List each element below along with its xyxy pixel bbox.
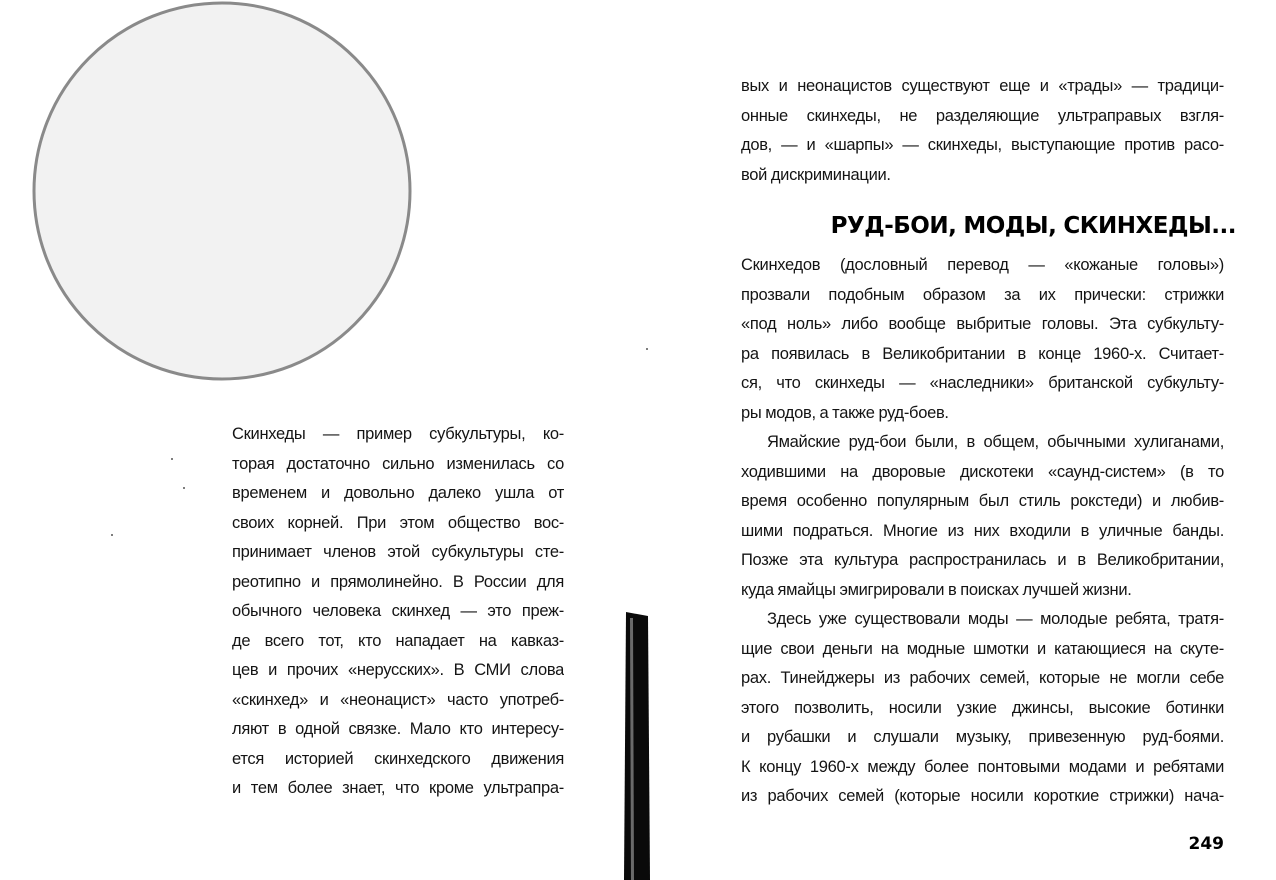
book-spine-shadow bbox=[622, 612, 652, 880]
text-line: обычного человека скинхед — это преж- bbox=[232, 602, 564, 620]
text-line: реотипно и прямолинейно. В России для bbox=[232, 572, 564, 591]
section-heading: РУД-БОИ, МОДЫ, СКИНХЕДЫ... bbox=[830, 213, 1236, 239]
text-line: время особенно популярным был стиль рокстеди) и любив- bbox=[741, 492, 1224, 510]
text-line: ляют в одной связке. Мало кто интересу- bbox=[232, 720, 564, 738]
emblem-placeholder bbox=[8, 0, 436, 382]
text-line: Скинхеды — пример субкультуры, ко- bbox=[232, 425, 564, 443]
scan-speck bbox=[183, 487, 185, 489]
text-line: из рабочих семей (которые носили короткие стрижки) нача- bbox=[741, 787, 1224, 805]
text-line: Ямайские руд-бои были, в общем, обычными хулиганами, bbox=[767, 433, 1224, 451]
text-line: «скинхед» и «неонацист» часто употреб- bbox=[232, 690, 564, 709]
text-line: Здесь уже существовали моды — молодые ребята, тратя- bbox=[767, 610, 1224, 628]
text-line: онные скинхеды, не разделяющие ультраправых взгля- bbox=[741, 106, 1224, 125]
paragraph-rude-boys bbox=[741, 428, 1224, 605]
text-line: и рубашки и слушали музыку, привезенную руд-боями. bbox=[741, 728, 1224, 746]
text-line: ра появилась в Великобритании в конце 1960-х. Считает- bbox=[741, 344, 1224, 363]
text-line: вых и неонацистов существуют еще и «трады» — традици- bbox=[741, 77, 1224, 95]
text-line: ходившими на дворовые дискотеки «саунд-систем» (в то bbox=[741, 462, 1224, 481]
left-page-paragraph bbox=[232, 420, 564, 804]
text-line: прозвали подобным образом за их прически: стрижки bbox=[741, 285, 1224, 304]
text-line: своих корней. При этом общество вос- bbox=[232, 513, 564, 532]
scan-speck bbox=[646, 348, 648, 350]
text-line: ется историей скинхедского движения bbox=[232, 749, 564, 768]
text-line: торая достаточно сильно изменилась со bbox=[232, 454, 564, 473]
page-number: 249 bbox=[1188, 834, 1224, 854]
text-line: Скинхедов (дословный перевод — «кожаные головы») bbox=[741, 256, 1224, 274]
text-line: цев и прочих «нерусских». В СМИ слова bbox=[232, 661, 564, 679]
text-line: щие свои деньги на модные шмотки и катающиеся на скуте- bbox=[741, 639, 1224, 658]
intro-paragraph bbox=[741, 72, 1224, 190]
right-page-body bbox=[741, 72, 1236, 812]
paragraph-skinheads bbox=[741, 251, 1224, 428]
scan-speck bbox=[171, 458, 173, 460]
text-line: и тем более знает, что кроме ультрапра- bbox=[232, 779, 564, 797]
text-line: этого позволить, носили узкие джинсы, высокие ботинки bbox=[741, 698, 1224, 717]
text-line: К концу 1960-х между более понтовыми модами и ребятами bbox=[741, 757, 1224, 776]
text-line: ся, что скинхеды — «наследники» британской субкульту- bbox=[741, 374, 1224, 392]
text-line: де всего тот, кто нападает на кавказ- bbox=[232, 631, 564, 650]
text-line: Позже эта культура распространилась и в Великобритании, bbox=[741, 551, 1224, 569]
text-line: вой дискриминации. bbox=[741, 165, 891, 184]
text-line: временем и довольно далеко ушла от bbox=[232, 484, 564, 502]
text-line: рах. Тинейджеры из рабочих семей, которые не могли себе bbox=[741, 669, 1224, 687]
text-line: дов, — и «шарпы» — скинхеды, выступающие против расо- bbox=[741, 136, 1224, 154]
text-line: «под ноль» либо вообще выбритые головы. Эта субкульту- bbox=[741, 315, 1224, 333]
text-line: шими подраться. Многие из них входили в уличные банды. bbox=[741, 521, 1224, 540]
paragraph-mods bbox=[741, 605, 1224, 812]
scan-speck bbox=[111, 534, 113, 536]
text-line: ры модов, а также руд-боев. bbox=[741, 403, 949, 422]
text-line: куда ямайцы эмигрировали в поисках лучшей жизни. bbox=[741, 580, 1132, 599]
text-line: принимает членов этой субкультуры сте- bbox=[232, 543, 564, 561]
